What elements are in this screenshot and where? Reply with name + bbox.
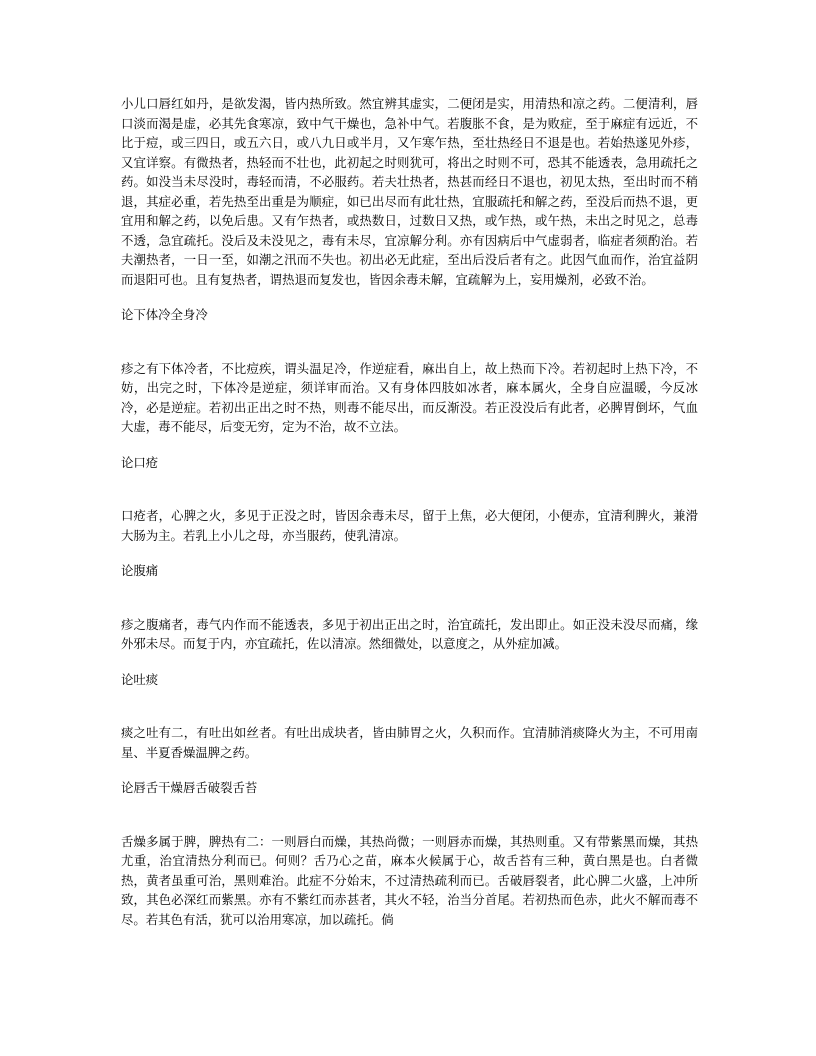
document-page bbox=[121, 94, 698, 929]
section-1-heading: 论下体冷全身冷 bbox=[121, 307, 208, 322]
section-3-heading: 论腹痛 bbox=[121, 563, 159, 578]
section-5-paragraph: 舌燥多属于脾，脾热有二：一则唇白而燥，其热尚微；一则唇赤而燥，其热则重。又有带紫黑而燥，其热尤重，治宜清热分利而已。何则？舌乃心之苗，麻本火候属于心，故舌苔有三种，黄白黑是也。白者微热，黄者虽重可治，黑则难治。此症不分始末，不过清热疏利而已。舌破唇裂者，此心脾二火盛，上冲所致，其色必深红而紫黑。亦有不紫红而赤甚者，其火不轻，治当分首尾。若初热而色赤，此火不解而毒不尽。若其色有活，犹可以治用寒凉，加以疏托。倘 bbox=[121, 833, 698, 927]
section-4-paragraph: 痰之吐有二，有吐出如丝者。有吐出成块者，皆由肺胃之火，久积而作。宜清肺消痰降火为主，不可用南星、半夏香燥温脾之药。 bbox=[121, 725, 698, 760]
section-3-paragraph: 疹之腹痛者，毒气内作而不能透表，多见于初出正出之时，治宜疏托，发出即止。如正没未没尽而痛，缘外邪未尽。而复于内，亦宜疏托，佐以清凉。然细微处，以意度之，从外症加减。 bbox=[121, 616, 698, 651]
section-2-paragraph: 口疮者，心脾之火，多见于正没之时，皆因余毒未尽，留于上焦，必大便闭，小便赤，宜清利脾火，兼滑大肠为主。若乳上小儿之母，亦当服药，使乳清凉。 bbox=[121, 508, 698, 543]
section-4-heading: 论吐痰 bbox=[121, 671, 159, 687]
section-2-heading: 论口疮 bbox=[121, 454, 159, 470]
section-5-heading: 论唇舌干燥唇舌破裂舌苔 bbox=[121, 780, 258, 795]
section-0-paragraph: 小儿口唇红如丹，是欲发渴，皆内热所致。然宜辨其虚实，二便闭是实，用清热和凉之药。二便清利，唇口淡而渴是虚，必其先食寒凉，致中气干燥也，急补中气。若腹胀不食，是为败症，至于麻症有远近，不比于痘，或三四日，或五六日，或八九日或半月，又乍寒乍热，至壮热经日不退是也。若始热遂见外疹，又宜详察。有微热者，热轻而不壮也，此初起之时则犹可，将出之时则不可，恐其不能透表，急用疏托之药。如没当未尽没时，毒轻而清，不必服药。若夫壮热者，热甚而经日不退也，初见太热，至出时而不稍退，其症必重，若先热至出重是为顺症，如已出尽而有此壮热，宜服疏托和解之药，至没后而热不退，更宜用和解之药，以免后患。又有乍热者，或热数日，过数日又热，或乍热，或午热，未出之时见之，总毒不透，急宜疏托。没后及未没见之，毒有未尽，宜凉解分利。亦有因病后中气虚弱者，临症者须酌治。若夫潮热者，一日一至，如潮之汛而不失也。初出必无此症，至出后没后者有之。此因气血而作，治宜益阴而退阳可也。且有复热者，谓热退而复发也，皆因余毒未解，宜疏解为上，妄用燥剂，必致不治。 bbox=[121, 96, 698, 287]
section-1-paragraph: 疹之有下体冷者，不比痘疾，谓头温足冷，作逆症看，麻出自上，故上热而下冷。若初起时上热下冷，不妨，出完之时，下体冷是逆症，须详审而治。又有身体四肢如冰者，麻本属火，全身自应温暖，今反冰冷，必是逆症。若初出正出之时不热，则毒不能尽出，而反渐没。若正没没后有此者，必脾胃倒坏，气血大虚，毒不能尽，后变无穷，定为不治，故不立法。 bbox=[121, 360, 698, 434]
